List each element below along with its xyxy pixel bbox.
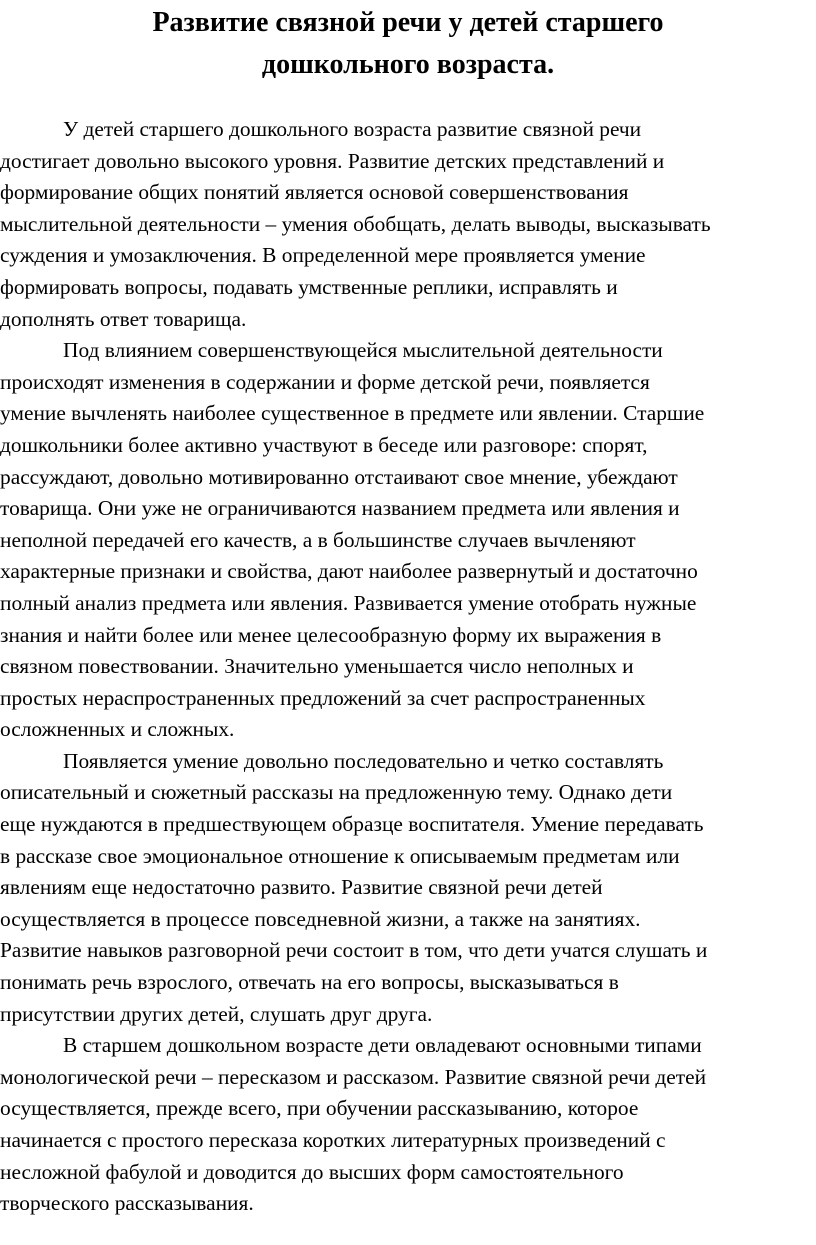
paragraph-2 [0,335,816,746]
text-line: начинается с простого пересказа коротких литературных произведений с [0,1128,666,1152]
text-line: дополнять ответ товарища. [0,306,247,331]
text-line: суждения и умозаключения. В определенной мере проявляется умение [0,243,646,268]
text-line: У детей старшего дошкольного возраста развитие связной речи [63,117,642,141]
text-line: знания и найти более или менее целесообразную форму их выражения в [0,622,662,647]
text-line: рассуждают, довольно мотивированно отстаивают свое мнение, убеждают [0,464,678,489]
text-line: Под влиянием совершенствующейся мыслительной деятельности [63,338,663,363]
text-line: полный анализ предмета или явления. Развивается умение отобрать нужные [0,590,697,615]
text-line: В старшем дошкольном возрасте дети овладевают основными типами [63,1033,702,1058]
title-line: дошкольного возраста. [261,49,555,80]
text-line: в рассказе свое эмоциональное отношение к описываемым предметам или [0,843,680,868]
text-line: неполной передачей его качеств, а в большинстве случаев вычленяют [0,527,636,552]
text-line: достигает довольно высокого уровня. Развитие детских представлений и [0,148,665,173]
text-line: мыслительной деятельности – умения обобщать, делать выводы, высказывать [0,211,711,236]
text-line: осуществляется в процессе повседневной жизни, а также на занятиях. [0,906,641,931]
document-title [0,2,816,86]
text-line: товарища. Они уже не ограничиваются названием предмета или явления и [0,496,680,521]
text-line: осуществляется, прежде всего, при обучении рассказыванию, которое [0,1096,639,1121]
text-line: понимать речь взрослого, отвечать на его вопросы, высказываться в [0,970,619,995]
text-line: формирование общих понятий является основой совершенствования [0,180,629,205]
text-line: Появляется умение довольно последовательно и четко составлять [63,748,664,773]
text-line: происходят изменения в содержании и форме детской речи, появляется [0,369,650,394]
title-line: Развитие связной речи у детей старшего [152,7,664,38]
paragraph-4 [0,1030,816,1220]
text-line: характерные признаки и свойства, дают наиболее развернутый и достаточно [0,559,698,584]
paragraph-3 [0,746,816,1030]
text-line: умение вычленять наиболее существенное в предмете или явлении. Старшие [0,401,705,426]
text-line: описательный и сюжетный рассказы на предложенную тему. Однако дети [0,780,673,805]
text-line: осложненных и сложных. [0,717,235,742]
text-line: связном повествовании. Значительно уменьшается число неполных и [0,654,634,679]
text-line: Развитие навыков разговорной речи состоит в том, что дети учатся слушать и [0,938,708,963]
text-line: несложной фабулой и доводится до высших форм самостоятельного [0,1159,624,1184]
text-line: присутствии других детей, слушать друг друга. [0,1001,433,1026]
text-line: монологической речи – пересказом и рассказом. Развитие связной речи детей [0,1064,707,1089]
text-line: творческого рассказывания. [0,1191,254,1216]
text-line: еще нуждаются в предшествующем образце воспитателя. Умение передавать [0,812,704,837]
text-line: дошкольники более активно участвуют в беседе или разговоре: спорят, [0,432,648,457]
text-line: явлениям еще недостаточно развито. Развитие связной речи детей [0,875,603,900]
text-line: простых нераспространенных предложений за счет распространенных [0,685,646,710]
text-line: формировать вопросы, подавать умственные реплики, исправлять и [0,274,618,299]
paragraph-1 [0,114,816,335]
